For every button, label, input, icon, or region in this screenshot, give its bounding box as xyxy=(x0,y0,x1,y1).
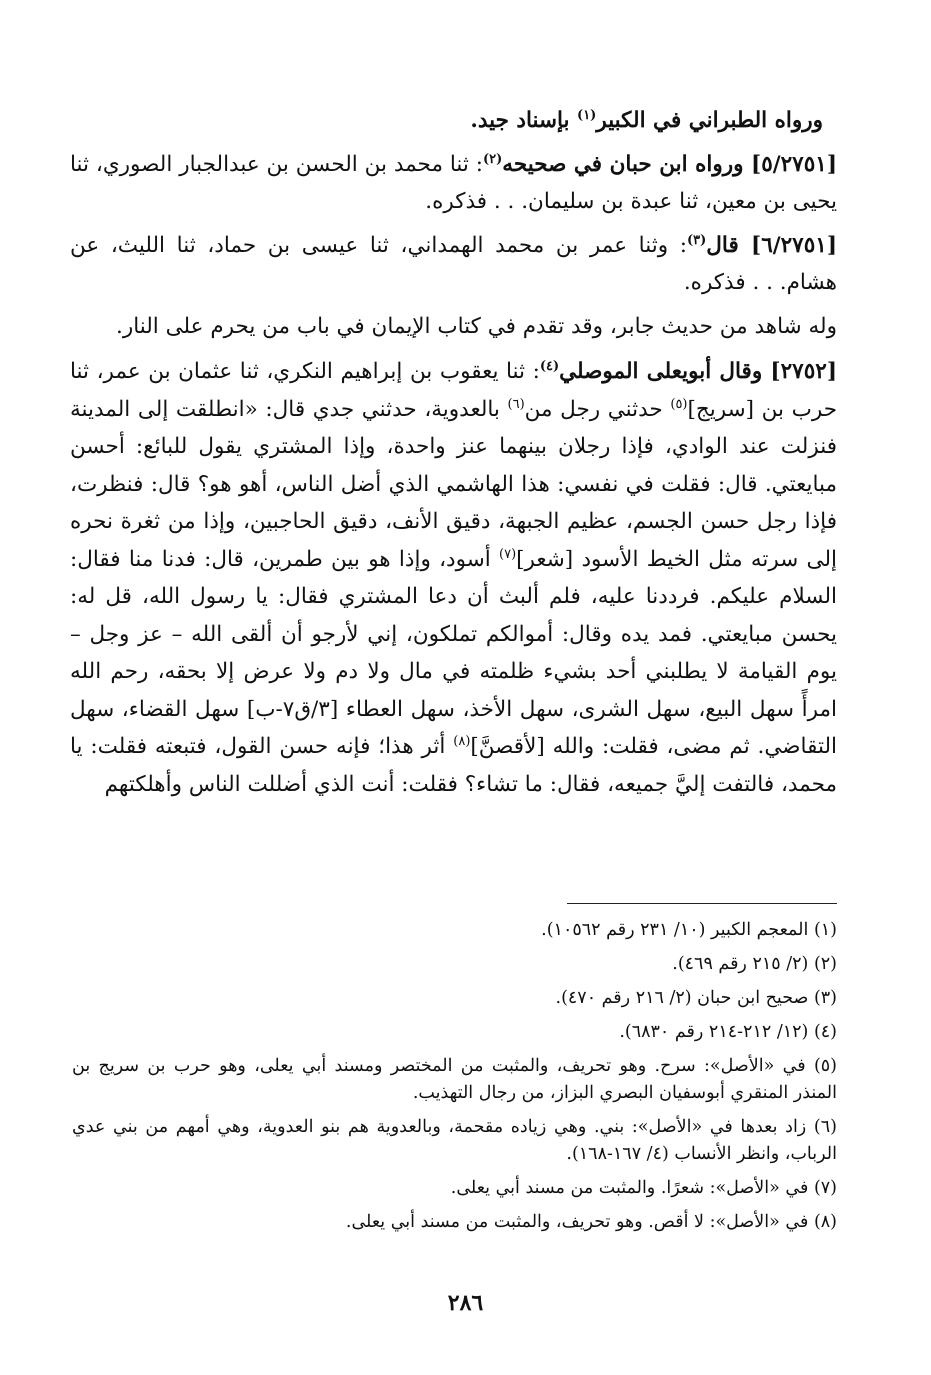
hadith-2751-5 xyxy=(70,146,837,221)
footnote-2 xyxy=(72,951,837,978)
footnote-text: في «الأصل»: لا أقص. وهو تحريف، والمثبت من مسند أبي يعلى. xyxy=(345,1212,809,1232)
hadith-2752 xyxy=(70,353,837,803)
hadith-header: [٢٧٥٢] وقال أبويعلى الموصلي xyxy=(559,359,837,384)
footnote-number: (٤) xyxy=(813,1022,837,1042)
footnote-ref-2[interactable]: (٢) xyxy=(483,151,503,167)
footnote-number: (٧) xyxy=(813,1178,837,1198)
hadith-text: أثر هذا؛ فإنه حسن القول، فتبعته فقلت: يا محمد، فالتفت إليَّ جميعه، فقال: ما تشاء؟ فقلت: أنت الذي أضللت الناس وأهلكتهم xyxy=(70,734,837,797)
footnote-text: في «الأصل»: سرح. وهو تحريف، والمثبت من المختصر ومسند أبي يعلى، وهو حرب بن سريج بن المنذر المنقري أبوسفيان البصري البزاز، من رجال التهذيب. xyxy=(72,1056,837,1103)
footnote-1 xyxy=(72,917,837,944)
footnote-text: (٢/ ٢١٥ رقم ٤٦٩). xyxy=(672,954,809,974)
paragraph-text: بإسناد جيد. xyxy=(470,108,578,133)
hadith-header: [٦/٢٧٥١] قال xyxy=(706,232,838,258)
footnote-ref-8[interactable]: (٨) xyxy=(453,733,471,749)
hadith-text: : ثنا يعقوب بن إبراهيم النكري، ثنا عثمان بن عمر، ثنا حرب بن [سريج] xyxy=(70,359,838,422)
footnote-7 xyxy=(72,1175,837,1202)
footnote-8 xyxy=(72,1209,837,1236)
paragraph-text: وله شاهد من حديث جابر، وقد تقدم في كتاب الإيمان في باب من يحرم على النار. xyxy=(116,313,837,339)
footnote-text: (١٢/ ٢١٢-٢١٤ رقم ٦٨٣٠). xyxy=(619,1022,809,1042)
footnote-4 xyxy=(72,1019,837,1046)
page-number: ٢٨٦ xyxy=(447,1290,484,1316)
main-text xyxy=(70,102,837,803)
footnote-number: (٥) xyxy=(813,1056,837,1076)
footnote-number: (٢) xyxy=(813,954,837,974)
footnote-ref-7[interactable]: (٧) xyxy=(499,546,517,562)
hadith-text: : ثنا محمد بن الحسن بن عبدالجبار الصوري، ثنا يحيى بن معين، ثنا عبدة بن سليمان. . . فذكره. xyxy=(70,151,837,214)
footnote-number: (٣) xyxy=(813,988,837,1008)
footnote-ref-3[interactable]: (٣) xyxy=(687,232,707,248)
footnote-6 xyxy=(72,1114,837,1168)
footnote-ref-5[interactable]: (٥) xyxy=(670,396,688,412)
hadith-2751-6 xyxy=(70,227,837,302)
footnote-text: في «الأصل»: شعرًا. والمثبت من مسند أبي يعلى. xyxy=(450,1178,809,1198)
paragraph-text: ورواه الطبراني في الكبير xyxy=(596,108,823,133)
footnote-separator xyxy=(567,903,837,904)
footnote-ref-1[interactable]: (١) xyxy=(577,107,597,123)
footnote-ref-4[interactable]: (٤) xyxy=(539,358,560,374)
footnote-number: (١) xyxy=(813,920,837,940)
paragraph-jabir xyxy=(70,308,837,346)
hadith-text: : وثنا عمر بن محمد الهمداني، ثنا عيسى بن حماد، ثنا الليث، عن هشام. . . فذكره. xyxy=(70,232,837,295)
footnote-5 xyxy=(72,1053,837,1107)
footnote-text: المعجم الكبير (١٠/ ٢٣١ رقم ١٠٥٦٢). xyxy=(541,920,809,940)
footnote-text: زاد بعدها في «الأصل»: بني. وهي زياده مقحمة، وبالعدوية هم بنو العدوية، وهي أمهم من بني عدي الرباب، وانظر الأنساب (٤/ ١٦٧-١٦٨). xyxy=(72,1117,837,1164)
hadith-text: أسود، وإذا هو بين طمرين، قال: فدنا منا فقال: السلام عليكم. فرددنا عليه، فلم ألبث أن دعا المشتري فقال: يا رسول الله، قل له: يحسن مبايعتي. فمد يده وقال: أموالكم تملكون، إني لأرجو أن ألقى الله – عز وجل – يوم القيامة لا يطلبني أحد بشيء ظلمته في مال ولا دم ولا عرض إلا بحقه، رحم الله امرأً سهل البيع، سهل الشرى، سهل الأخذ، سهل العطاء [٣/ق٧-ب] سهل القضاء، سهل التقاضي. ثم مضى، فقلت: والله [لأقصنَّ] xyxy=(70,546,837,759)
footnotes-section xyxy=(72,917,837,1243)
hadith-text: حدثني رجل من xyxy=(524,396,671,422)
hadith-text: بالعدوية، حدثني جدي قال: «انطلقت إلى المدينة فنزلت عند الوادي، فإذا رجلان بينهما عنز واحدة، وإذا المشتري يقول للبائع: أحسن مبايعتي. قال: فقلت في نفسي: هذا الهاشمي الذي أضل الناس، أهو هو؟ قال: فنظرت، فإذا رجل حسن الجسم، عظيم الجبهة، دقيق الأنف، دقيق الحاجبين، وإذا من ثغرة نحره إلى سرته مثل الخيط الأسود [شعر] xyxy=(70,396,837,572)
footnote-text: صحيح ابن حبان (٢/ ٢١٦ رقم ٤٧٠). xyxy=(555,988,809,1008)
paragraph-tabarani xyxy=(70,102,837,140)
footnote-number: (٨) xyxy=(813,1212,837,1232)
footnote-ref-6[interactable]: (٦) xyxy=(507,396,525,412)
footnote-number: (٦) xyxy=(813,1117,837,1137)
hadith-header: [٥/٢٧٥١] ورواه ابن حبان في صحيحه xyxy=(502,151,837,177)
footnote-3 xyxy=(72,985,837,1012)
